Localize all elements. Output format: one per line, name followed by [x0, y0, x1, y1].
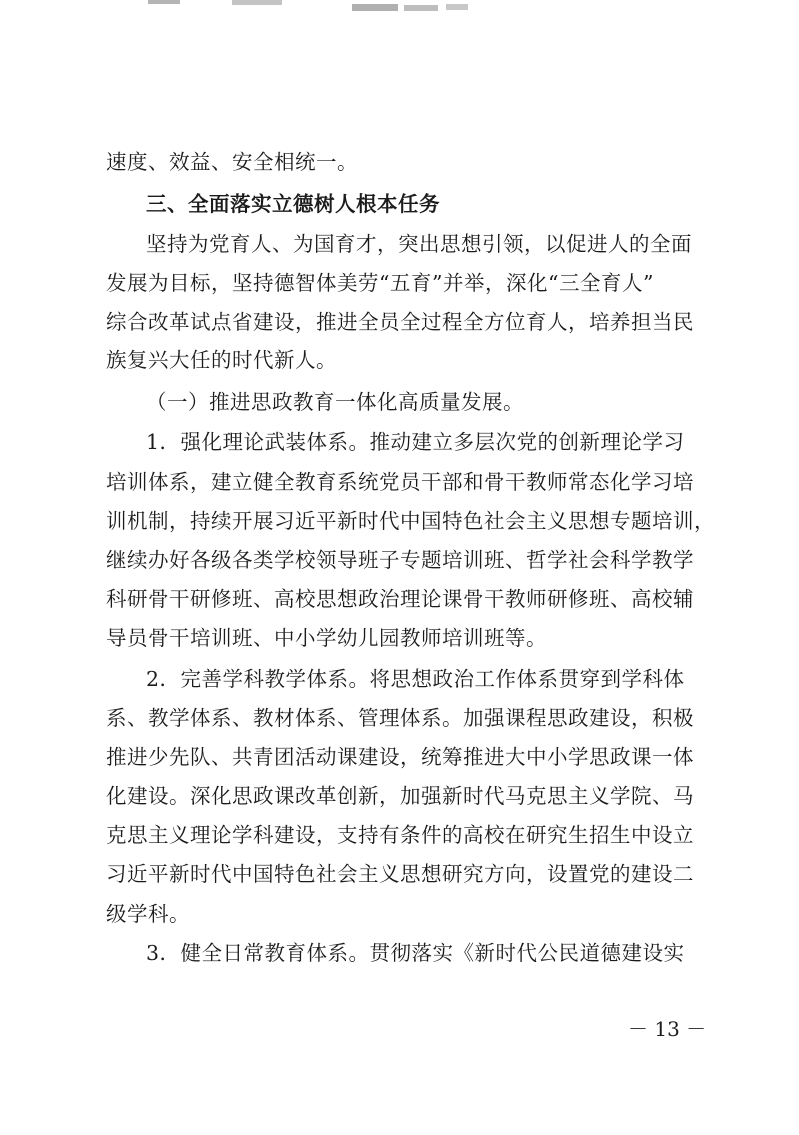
scan-marks: [0, 0, 799, 40]
paragraph-line: 继续办好各级各类学校领导班子专题培训班、哲学社会科学教学: [106, 548, 694, 572]
paragraph-line: 速度、效益、安全相统一。: [106, 150, 358, 174]
paragraph-line: 化建设。深化思政课改革创新，加强新时代马克思主义学院、马: [106, 784, 694, 808]
paragraph-line: 推进少先队、共青团活动课建设，统筹推进大中小学思政课一体: [106, 745, 694, 769]
section-heading: 三、全面落实立德树人根本任务: [146, 192, 440, 216]
paragraph-line: 族复兴大任的时代新人。: [106, 348, 337, 372]
paragraph-line: 1．强化理论武装体系。推动建立多层次党的创新理论学习: [146, 430, 685, 454]
paragraph-line: 导员骨干培训班、中小学幼儿园教师培训班等。: [106, 626, 547, 650]
paragraph-line: 2．完善学科教学体系。将思想政治工作体系贯穿到学科体: [146, 667, 685, 691]
paragraph-line: 级学科。: [106, 902, 190, 926]
paragraph-line: 克思主义理论学科建设，支持有条件的高校在研究生招生中设立: [106, 823, 694, 847]
paragraph-line: 发展为目标，坚持德智体美劳“五育”并举，深化“三全育人”: [106, 271, 654, 295]
paragraph-line: 系、教学体系、教材体系、管理体系。加强课程思政建设，积极: [106, 706, 694, 730]
paragraph-line: 培训体系，建立健全教育系统党员干部和骨干教师常态化学习培: [106, 470, 694, 494]
subsection-heading: （一）推进思政教育一体化高质量发展。: [146, 390, 524, 414]
paragraph-line: 训机制，持续开展习近平新时代中国特色社会主义思想专题培训，: [106, 509, 715, 533]
paragraph-line: 科研骨干研修班、高校思想政治理论课骨干教师研修班、高校辅: [106, 587, 694, 611]
paragraph-line: 习近平新时代中国特色社会主义思想研究方向，设置党的建设二: [106, 862, 694, 886]
paragraph-line: 3．健全日常教育体系。贯彻落实《新时代公民道德建设实: [146, 941, 685, 965]
paragraph-line: 综合改革试点省建设，推进全员全过程全方位育人，培养担当民: [106, 310, 694, 334]
paragraph-line: 坚持为党育人、为国育才，突出思想引领，以促进人的全面: [146, 232, 692, 256]
page-number: － 13 －: [628, 1017, 707, 1041]
